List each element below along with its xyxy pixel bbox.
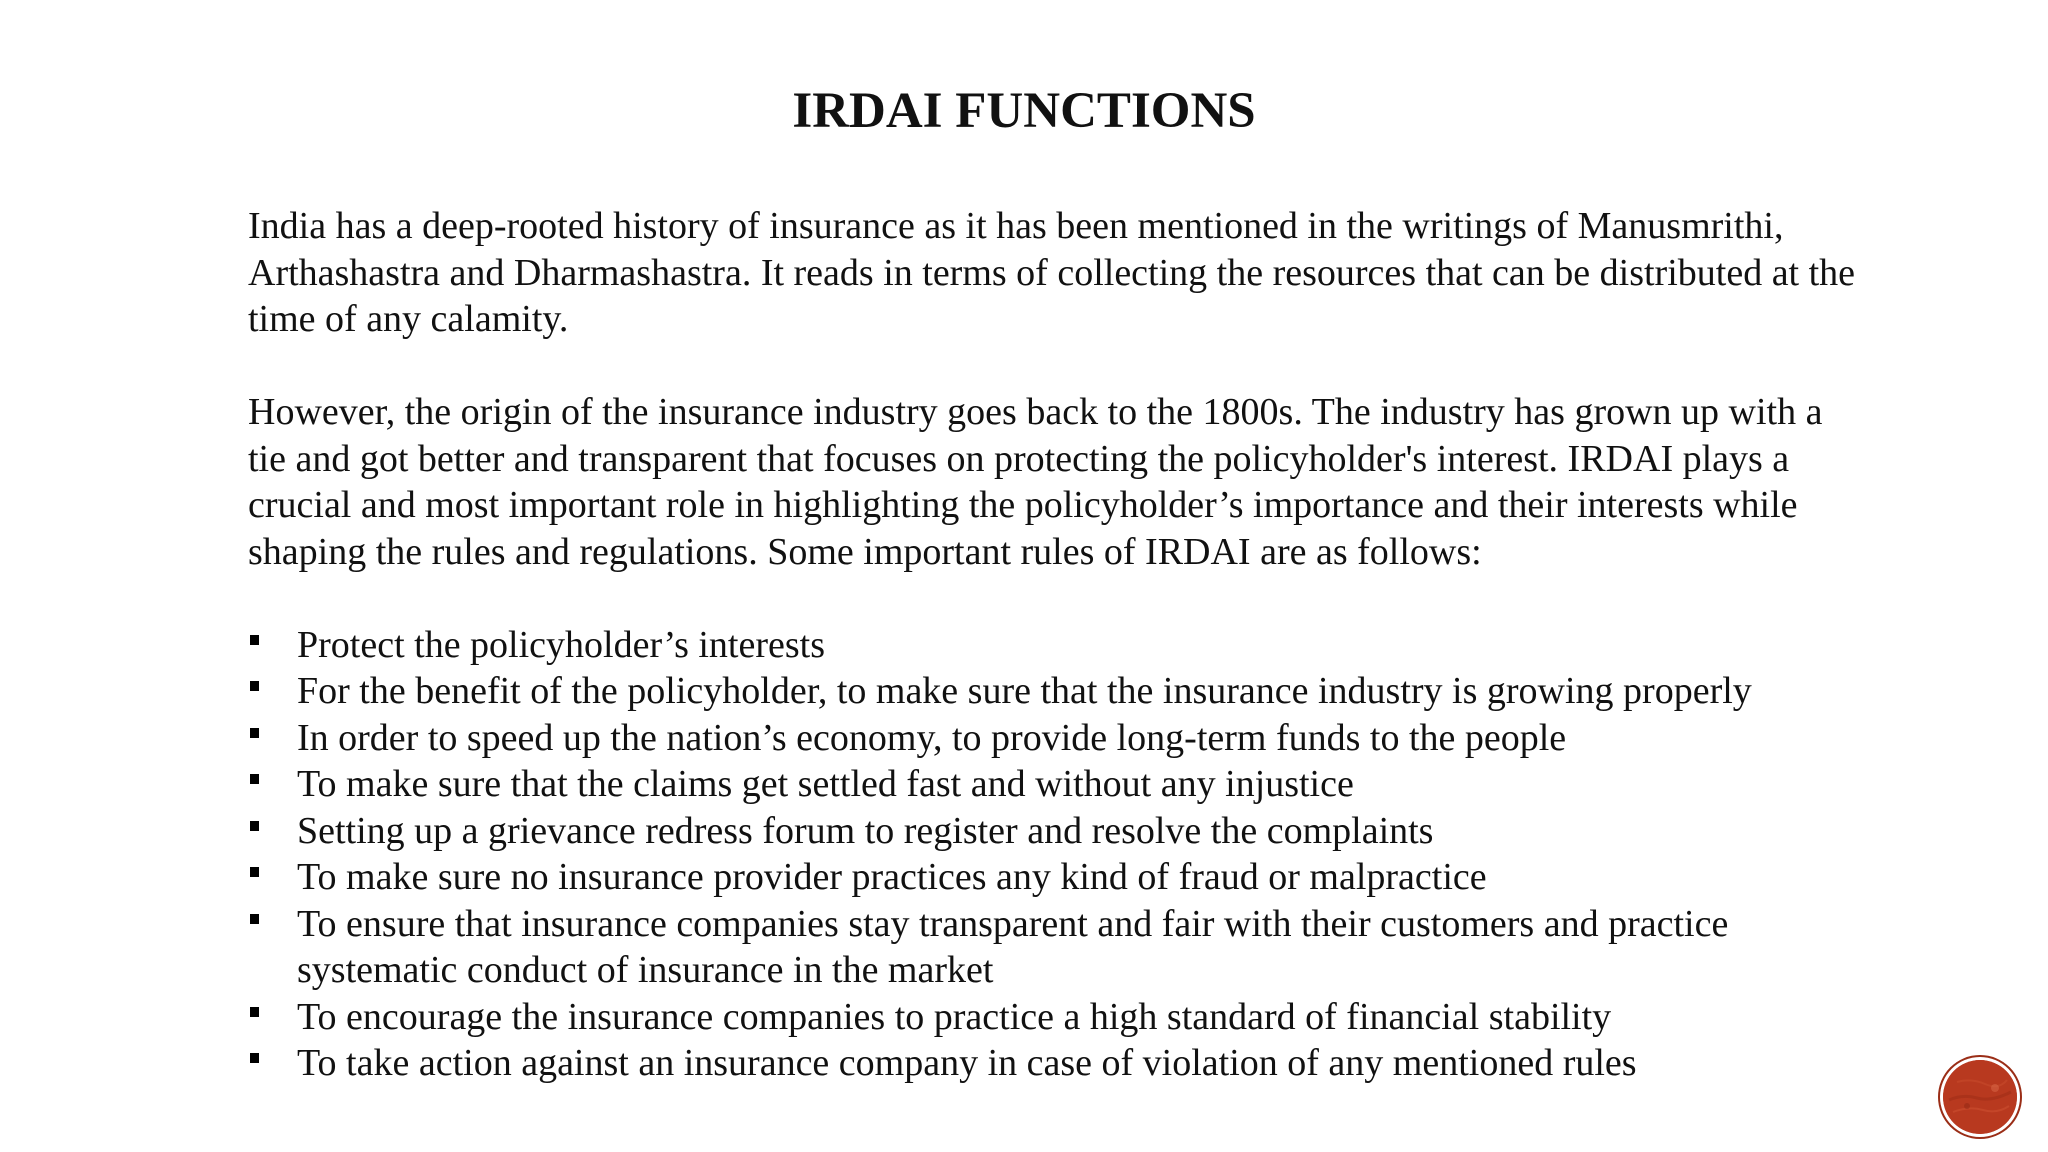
- intro-paragraph: India has a deep-rooted history of insurance as it has been mentioned in the writings of Manusmrithi, Arthashastra and Dharmashastra. It reads in terms of collecting the resources that can be distributed at the time of any calamity.: [248, 205, 1856, 340]
- square-bullet-icon: [250, 635, 259, 645]
- list-item-text: To make sure that the claims get settled fast and without any injustice: [297, 763, 1354, 805]
- list-item: [248, 715, 1868, 762]
- slide-body: [248, 203, 1868, 1087]
- list-item-text: To ensure that insurance companies stay transparent and fair with their customers and practice systematic conduct of insurance in the market: [297, 902, 1729, 991]
- square-bullet-icon: [250, 1053, 259, 1063]
- list-item-text: For the benefit of the policyholder, to make sure that the insurance industry is growing properly: [297, 670, 1752, 712]
- slide-title: IRDAI FUNCTIONS: [792, 83, 1256, 139]
- square-bullet-icon: [250, 914, 259, 924]
- list-item: [248, 761, 1868, 808]
- square-bullet-icon: [250, 728, 259, 738]
- list-item: [248, 901, 1868, 994]
- list-item: [248, 668, 1868, 715]
- list-item: [248, 854, 1868, 901]
- textured-circle-icon: [1943, 1060, 2017, 1134]
- list-item: [248, 808, 1868, 855]
- square-bullet-icon: [250, 821, 259, 831]
- list-item-text: In order to speed up the nation’s economy, to provide long-term funds to the people: [297, 716, 1567, 759]
- square-bullet-icon: [250, 867, 259, 877]
- list-item-text: To take action against an insurance company in case of violation of any mentioned rules: [297, 1042, 1637, 1084]
- square-bullet-icon: [250, 681, 259, 691]
- list-item-text: To encourage the insurance companies to practice a high standard of financial stability: [297, 995, 1612, 1038]
- square-bullet-icon: [250, 774, 259, 784]
- list-item-text: To make sure no insurance provider practices any kind of fraud or malpractice: [297, 856, 1487, 898]
- list-item-text: Setting up a grievance redress forum to register and resolve the complaints: [297, 809, 1434, 852]
- irdai-rules-list: [248, 622, 1868, 1087]
- list-item: [248, 1040, 1868, 1087]
- list-item: [248, 994, 1868, 1041]
- list-item: [248, 622, 1868, 669]
- textured-circle-graphic: [1943, 1060, 2017, 1134]
- square-bullet-icon: [250, 1007, 259, 1017]
- list-item-text: Protect the policyholder’s interests: [297, 623, 826, 666]
- origin-paragraph: However, the origin of the insurance industry goes back to the 1800s. The industry has grown up with a tie and got better and transparent that focuses on protecting the policyholder's interest. IRDAI plays a crucial and most important role in highlighting the policyholder’s importance and their interests while shaping the rules and regulations. Some important rules of IRDAI are as follows:: [248, 391, 1823, 573]
